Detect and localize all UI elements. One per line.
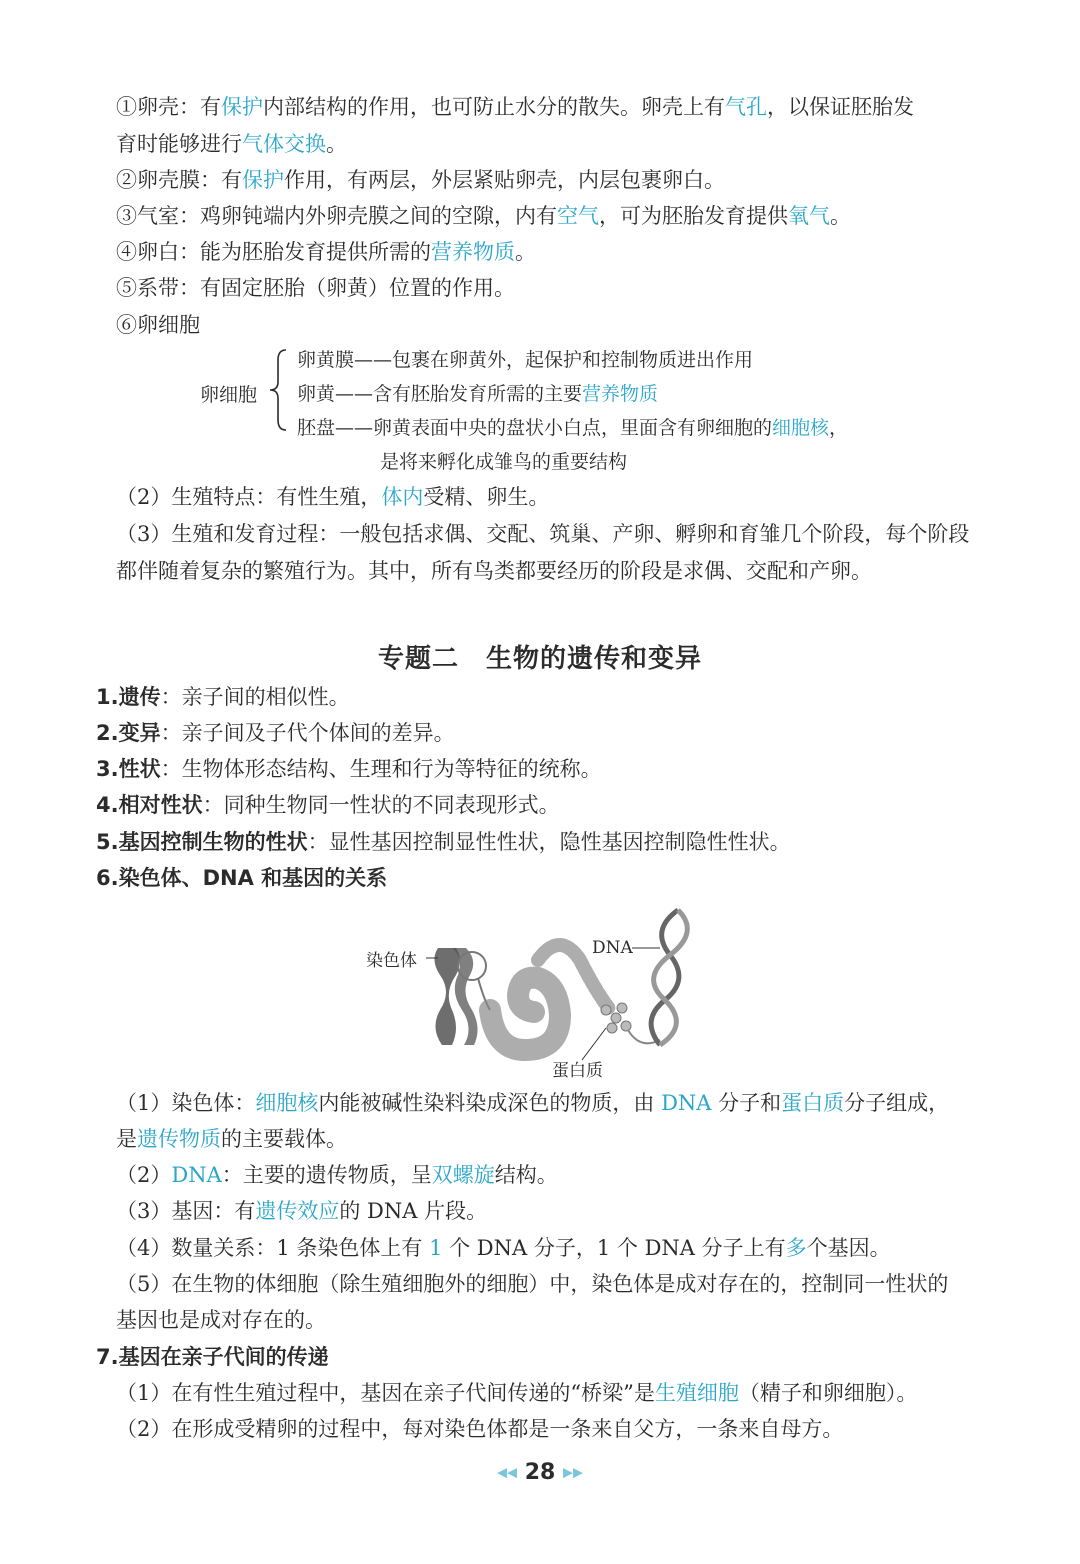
def-trait: 3.性状：生物体形态结构、生理和行为等特征的统称。 (96, 757, 602, 781)
disc-row-2: 是将来孵化成雏鸟的重要结构 (380, 451, 628, 473)
repro-feature-line: （2）生殖特点：有性生殖，体内受精、卵生。 (116, 485, 550, 509)
section-title: 专题二 生物的遗传和变异 (377, 644, 702, 674)
yolk-membrane-row: 卵黄膜——包裹在卵黄外，起保护和控制物质进出作用 (297, 349, 754, 371)
repro-process-line-2: 都伴随着复杂的繁殖行为。其中，所有鸟类都要经历的阶段是求偶、交配和产卵。 (116, 559, 872, 583)
label-dna: DNA (592, 938, 633, 958)
next-arrow-icon: ▶▶ (562, 1465, 583, 1481)
label-protein: 蛋白质 (552, 1061, 603, 1081)
pair-line-2: 基因也是成对存在的。 (116, 1308, 326, 1332)
repro-process-line-1: （3）生殖和发育过程：一般包括求偶、交配、筑巢、产卵、孵卵和育雏几个阶段，每个阶段 (116, 522, 970, 546)
quantity-line: （4）数量关系：1 条染色体上有 1 个 DNA 分子，1 个 DNA 分子上有多个基因。 (116, 1236, 891, 1260)
def-heredity: 1.遗传：亲子间的相似性。 (96, 685, 350, 709)
transfer-line-2: （2）在形成受精卵的过程中，每对染色体都是一条来自父方，一条来自母方。 (116, 1417, 844, 1441)
transfer-heading: 7.基因在亲子代间的传递 (96, 1345, 329, 1369)
def-gene-control: 5.基因控制生物的性状：显性基因控制显性性状，隐性基因控制隐性性状。 (96, 830, 791, 854)
egg-cell-title: ⑥卵细胞 (116, 313, 200, 337)
shell-line-1: ①卵壳：有保护内部结构的作用，也可防止水分的散失。卵壳上有气孔，以保证胚胎发 (116, 95, 914, 119)
yolk-row: 卵黄——含有胚胎发育所需的主要营养物质 (297, 383, 659, 405)
chrom-line-1b: 是遗传物质的主要载体。 (116, 1127, 347, 1151)
chrom-line-1: （1）染色体：细胞核内能被碱性染料染成深色的物质，由 DNA 分子和蛋白质分子组成， (116, 1091, 950, 1115)
dna-line: （2）DNA：主要的遗传物质，呈双螺旋结构。 (116, 1163, 558, 1187)
shell-line-2: 育时能够进行气体交换。 (116, 132, 347, 156)
def-variation: 2.变异：亲子间及子代个体间的差异。 (96, 721, 455, 745)
chromosome-dna-illustration (360, 900, 720, 1085)
gene-line: （3）基因：有遗传效应的 DNA 片段。 (116, 1199, 488, 1223)
brace-icon (266, 348, 290, 432)
membrane-line: ②卵壳膜：有保护作用，有两层，外层紧贴卵壳，内层包裹卵白。 (116, 168, 725, 192)
egg-cell-label: 卵细胞 (200, 384, 258, 406)
def-relative-trait: 4.相对性状：同种生物同一性状的不同表现形式。 (96, 793, 560, 817)
air-cell-line: ③气室：鸡卵钝端内外卵壳膜之间的空隙，内有空气，可为胚胎发育提供氧气。 (116, 204, 851, 228)
chromosome-dna-figure (360, 900, 720, 1089)
disc-row: 胚盘——卵黄表面中央的盘状小白点，里面含有卵细胞的细胞核， (297, 417, 849, 439)
def-chrom-dna-gene: 6.染色体、DNA 和基因的关系 (96, 866, 388, 890)
chalaza-line: ⑤系带：有固定胚胎（卵黄）位置的作用。 (116, 276, 515, 300)
prev-arrow-icon: ◀◀ (497, 1465, 518, 1481)
albumen-line: ④卵白：能为胚胎发育提供所需的营养物质。 (116, 240, 536, 264)
chromosome-shape (434, 948, 477, 1045)
page-number: ◀◀ 28 ▶▶ (497, 1460, 583, 1485)
label-chromosome: 染色体 (366, 951, 417, 971)
pair-line-1: （5）在生物的体细胞（除生殖细胞外的细胞）中，染色体是成对存在的，控制同一性状的 (116, 1272, 949, 1296)
transfer-line-1: （1）在有性生殖过程中，基因在亲子代间传递的“桥梁”是生殖细胞（精子和卵细胞）。 (116, 1381, 918, 1405)
